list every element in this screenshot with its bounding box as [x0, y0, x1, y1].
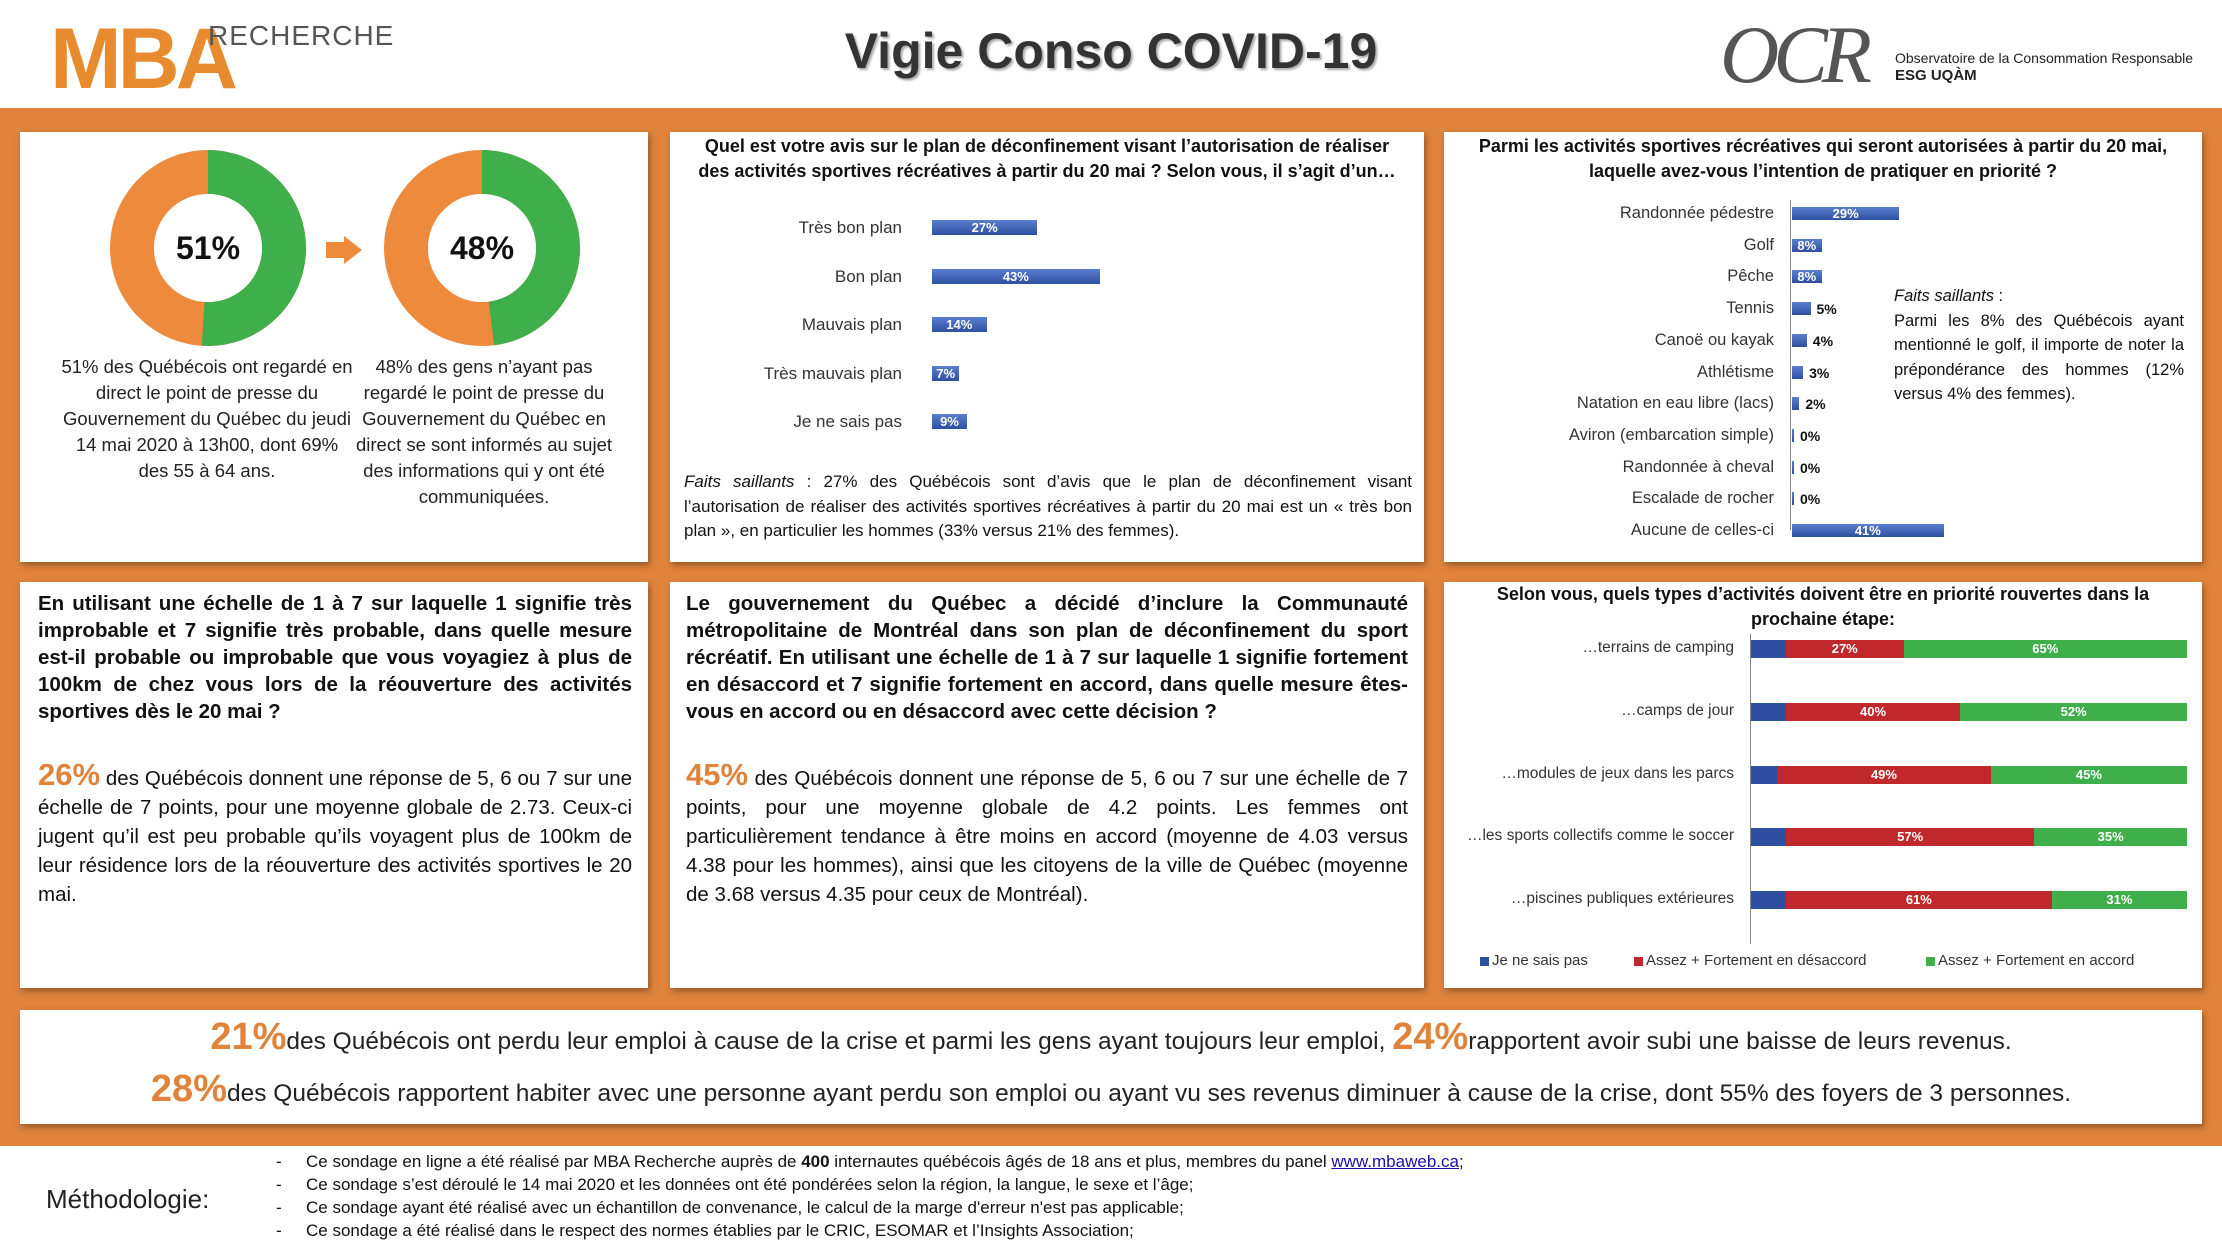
- faits-saillants-activities: [1894, 284, 2184, 407]
- stacked-segment: [1751, 828, 1786, 846]
- stacked-segment: [1751, 766, 1777, 784]
- ocr-name: Observatoire de la Consommation Responsable: [1895, 50, 2194, 66]
- mba-logo-text: MBA: [50, 11, 234, 107]
- mbaweb-link[interactable]: www.mbaweb.ca: [1331, 1152, 1459, 1171]
- bar: [1792, 524, 1944, 537]
- donut-chart-2: [382, 148, 582, 348]
- methodology-item: [276, 1150, 1464, 1173]
- methodology-item: [276, 1219, 1464, 1242]
- priority-stacked-chart: [1444, 582, 2202, 988]
- donut-chart-1: [108, 148, 308, 348]
- faits-saillants-plan: [684, 470, 1412, 544]
- bar: [1792, 461, 1794, 474]
- faits-colon: :: [1993, 287, 2004, 305]
- plan-bar-chart: [670, 132, 1424, 432]
- segment-value-label: 35%: [2097, 829, 2124, 845]
- stacked-category-label: …piscines publiques extérieures: [1510, 890, 1734, 908]
- panel-priority-reopening: [1444, 582, 2202, 988]
- bar-value-label: 29%: [1832, 206, 1859, 221]
- segment-value-label: 65%: [2032, 641, 2059, 656]
- faits-label: Faits saillants: [1894, 287, 1994, 305]
- bar-value-label: 43%: [1002, 268, 1029, 284]
- bar-value-label: 7%: [936, 365, 956, 381]
- question-travel: En utilisant une échelle de 1 à 7 sur laquelle 1 signifie très improbable et 7 signifie très probable, dans quelle mesure est-il probable ou improbable que vous voyagiez à plus de 100km de chez vous lors de la réouverture des activités sportives dès le 20 mai ?: [38, 592, 632, 723]
- segment-value-label: 27%: [1831, 641, 1858, 656]
- methodology-text: Ce sondage ayant été réalisé avec un échantillon de convenance, le calcul de la marge d'erreur n'est pas applicable;: [306, 1198, 1184, 1217]
- bar-category-label: Randonnée pédestre: [1619, 204, 1774, 222]
- banner-pct-2: 24%: [1392, 1016, 1469, 1058]
- legend-label: Je ne sais pas: [1492, 952, 1588, 969]
- bar-category-label: Escalade de rocher: [1631, 489, 1774, 508]
- panel-travel: [20, 582, 648, 988]
- travel-text: des Québécois donnent une réponse de 5, 6 ou 7 sur une échelle de 7 points, pour une moyenne globale de 2.73. Ceux-ci jugent qu’il est peu probable qu’ils voyagent plus de 100km de leur résidence lors de la réouverture des activités sportives le 20 mai.: [38, 767, 632, 906]
- question-activities: Parmi les activités sportives récréatives qui seront autorisées à partir du 20 mai, laquelle avez-vous l’intention de pratiquer en priorité ?: [1478, 136, 2168, 181]
- travel-percent: 26%: [38, 757, 101, 792]
- stacked-category-label: …modules de jeux dans les parcs: [1501, 764, 1734, 782]
- bar-value-label: 8%: [1797, 269, 1817, 285]
- bullet-dash: -: [276, 1221, 282, 1240]
- methodology-sample-size: 400: [801, 1152, 830, 1171]
- bar: [932, 414, 967, 429]
- stacked-segment: [1751, 891, 1786, 909]
- bullet-dash: -: [276, 1152, 282, 1171]
- banner-pct-1: 21%: [210, 1016, 287, 1058]
- bar-category-label: Canoë ou kayak: [1654, 330, 1774, 349]
- stacked-category-label: …camps de jour: [1621, 701, 1734, 719]
- methodology-list: [276, 1150, 1464, 1242]
- methodology-text: Ce sondage s’est déroulé le 14 mai 2020 et les données ont été pondérées selon la région, la langue, le sexe et l’âge;: [306, 1175, 1194, 1194]
- bar: [932, 269, 1100, 284]
- methodology-item: [276, 1196, 1464, 1219]
- answer-montreal: [686, 757, 1408, 909]
- methodology-text: Ce sondage en ligne a été réalisé par MBA Recherche auprès de: [306, 1152, 802, 1171]
- methodology-item: [276, 1173, 1464, 1196]
- priority-legend: [1444, 952, 2202, 974]
- bar-value-label: 14%: [946, 317, 973, 332]
- faits-text: : 27% des Québécois sont d’avis que le plan de déconfinement visant l’autorisation de réaliser des activités sportives récréatives à partir du 20 mai est un « très bon plan », en particulier les hommes (33% versus 21% des femmes).: [684, 472, 1412, 540]
- bullet-dash: -: [276, 1198, 282, 1217]
- donut-1-value: 51%: [175, 230, 241, 266]
- stacked-segment: [1786, 891, 2052, 909]
- bar-category-label: Natation en eau libre (lacs): [1576, 394, 1774, 413]
- banner-text-3: des Québécois rapportent habiter avec une personne ayant perdu son emploi ou ayant vu ses revenus diminuer à cause de la crise, dont 55% des foyers de 3 personnes.: [226, 1080, 2072, 1107]
- question-montreal: Le gouvernement du Québec a décidé d’inclure la Communauté métropolitaine de Montréal dans son plan de déconfinement du sport récréatif. En utilisant une échelle de 1 à 7 sur laquelle 1 signifie fortement en désaccord et 7 signifie fortement en accord, dans quelle mesure êtes-vous en accord ou en désaccord avec cette décision ?: [686, 592, 1408, 723]
- bar-value-label: 0%: [1800, 459, 1821, 476]
- panel-press-conference: [20, 132, 648, 562]
- stacked-category-label: …les sports collectifs comme le soccer: [1466, 827, 1734, 845]
- stacked-segment: [2052, 891, 2187, 909]
- bar-category-label: Tennis: [1726, 299, 1774, 318]
- stacked-segment: [1904, 640, 2187, 658]
- segment-value-label: 61%: [1905, 892, 1932, 908]
- banner-employment: [20, 1010, 2202, 1124]
- banner-line-1: [20, 1016, 2202, 1059]
- segment-value-label: 40%: [1860, 703, 1887, 719]
- faits-text: Parmi les 8% des Québécois ayant mentionné le golf, il importe de noter la prépondérance des hommes (12% versus 4% des femmes).: [1894, 311, 2184, 403]
- bar: [1792, 207, 1899, 220]
- bar-category-label: Athlétisme: [1696, 362, 1774, 381]
- stacked-category-label: …terrains de camping: [1582, 639, 1734, 656]
- panel-montreal: [670, 582, 1424, 988]
- legend-swatch: [1926, 957, 1935, 966]
- ocr-logo-text: OCR: [1720, 9, 1866, 100]
- banner-text-2: rapportent avoir subi une baisse de leurs revenus.: [1468, 1028, 2012, 1055]
- question-plan: Quel est votre avis sur le plan de déconfinement visant l’autorisation de réaliser des activités sportives récréatives à partir du 20 mai ? Selon vous, il s’agit d’un…: [698, 136, 1396, 181]
- segment-value-label: 49%: [1870, 766, 1897, 782]
- ocr-logo: [1720, 9, 2194, 100]
- bar-category-label: Très mauvais plan: [763, 363, 902, 383]
- legend-swatch: [1634, 957, 1643, 966]
- panel-plan-opinion: [670, 132, 1424, 562]
- bar: [1792, 397, 1799, 410]
- montreal-percent: 45%: [686, 757, 749, 792]
- stacked-segment: [1786, 828, 2035, 846]
- bar-value-label: 41%: [1854, 523, 1881, 538]
- methodology-label: Méthodologie:: [46, 1184, 210, 1214]
- mba-logo-subtitle: RECHERCHE: [208, 20, 395, 51]
- bar-value-label: 0%: [1800, 491, 1821, 508]
- bar-value-label: 2%: [1805, 396, 1826, 413]
- priority-vertical-axis: [1750, 634, 1751, 944]
- stacked-segment: [1751, 640, 1786, 658]
- legend-label: Assez + Fortement en accord: [1938, 952, 2135, 969]
- segment-value-label: 45%: [2075, 766, 2102, 782]
- bar-category-label: Aucune de celles-ci: [1630, 521, 1774, 539]
- header: [0, 0, 2222, 110]
- stacked-segment: [1786, 640, 1904, 658]
- banner-pct-3: 28%: [150, 1068, 227, 1110]
- bar: [1792, 429, 1794, 442]
- bar-value-label: 4%: [1812, 332, 1834, 349]
- bar-value-label: 8%: [1797, 237, 1817, 253]
- bar: [932, 317, 987, 332]
- stacked-segment: [1991, 766, 2187, 784]
- bar-category-label: Golf: [1743, 235, 1774, 254]
- bar-category-label: Très bon plan: [798, 218, 902, 237]
- bar: [1792, 270, 1822, 283]
- donut-2-value: 48%: [449, 230, 515, 266]
- stacked-segment: [1777, 766, 1991, 784]
- methodology-footer: [0, 1146, 2222, 1256]
- bar-category-label: Pêche: [1727, 267, 1774, 286]
- bar-category-label: Randonnée à cheval: [1622, 457, 1774, 476]
- banner-line-2: [20, 1068, 2202, 1111]
- methodology-text: internautes québécois âgés de 18 ans et plus, membres du panel: [829, 1152, 1332, 1171]
- ocr-school: ESG UQÀM: [1895, 67, 1977, 84]
- bar: [932, 220, 1037, 235]
- stacked-segment: [1786, 703, 1960, 721]
- bar: [932, 366, 959, 381]
- bar-value-label: 5%: [1816, 301, 1837, 318]
- legend-swatch: [1480, 957, 1489, 966]
- bar-value-label: 27%: [971, 220, 998, 235]
- activities-vertical-axis: [1790, 200, 1791, 530]
- segment-value-label: 57%: [1897, 829, 1924, 845]
- panel-activities: [1444, 132, 2202, 562]
- stacked-segment: [1751, 703, 1786, 721]
- answer-travel: [38, 757, 632, 909]
- page-title: Vigie Conso COVID-19: [844, 23, 1378, 79]
- methodology-text: ;: [1458, 1152, 1464, 1171]
- bar: [1792, 366, 1803, 379]
- bar-category-label: Je ne sais pas: [793, 412, 902, 431]
- stacked-segment: [2034, 828, 2187, 846]
- bar-category-label: Aviron (embarcation simple): [1568, 425, 1774, 444]
- bar-value-label: 3%: [1809, 364, 1830, 381]
- banner-text-1: des Québécois ont perdu leur emploi à cause de la crise et parmi les gens ayant toujours leur emploi,: [286, 1028, 1393, 1055]
- bar-value-label: 0%: [1800, 427, 1821, 444]
- faits-label: Faits saillants: [684, 472, 795, 491]
- bar: [1792, 239, 1822, 252]
- stacked-segment: [1960, 703, 2187, 721]
- methodology-text: Ce sondage a été réalisé dans le respect des normes établies par le CRIC, ESOMAR et l’Insights Association;: [306, 1221, 1134, 1240]
- donut-1-caption: 51% des Québécois ont regardé en direct le point de presse du Gouvernement du Québec du jeudi 14 mai 2020 à 13h00, dont 69% des 55 à 64 ans.: [61, 356, 353, 481]
- segment-value-label: 52%: [2060, 703, 2087, 719]
- question-priority: Selon vous, quels types d’activités doivent être en priorité rouvertes dans la prochaine étape:: [1496, 584, 2150, 629]
- bar-value-label: 9%: [940, 414, 959, 429]
- bar: [1792, 334, 1807, 347]
- montreal-text: des Québécois donnent une réponse de 5, 6 ou 7 sur une échelle de 7 points, pour une moyenne globale de 4.2 points. Les femmes ont particulièrement tendance à être moins en accord (moyenne de 4.03 versus 4.38 pour les hommes), ainsi que les citoyens de la ville de Québec (moyenne de 3.68 versus 4.35 pour ceux de Montréal).: [686, 767, 1408, 906]
- faits-heading: [1894, 284, 2184, 309]
- bar: [1792, 302, 1811, 315]
- legend-label: Assez + Fortement en désaccord: [1646, 952, 1867, 969]
- segment-value-label: 31%: [2106, 892, 2133, 908]
- bar-category-label: Bon plan: [834, 266, 902, 286]
- bar: [1792, 492, 1794, 505]
- bullet-dash: -: [276, 1175, 282, 1194]
- bar-category-label: Mauvais plan: [801, 315, 902, 334]
- donut-2-caption: 48% des gens n’ayant pas regardé le point de presse du Gouvernement du Québec en direct se sont informés au sujet des informations qui y ont été communiquées.: [355, 356, 613, 507]
- ocr-logo-subtitle: [1895, 50, 2215, 84]
